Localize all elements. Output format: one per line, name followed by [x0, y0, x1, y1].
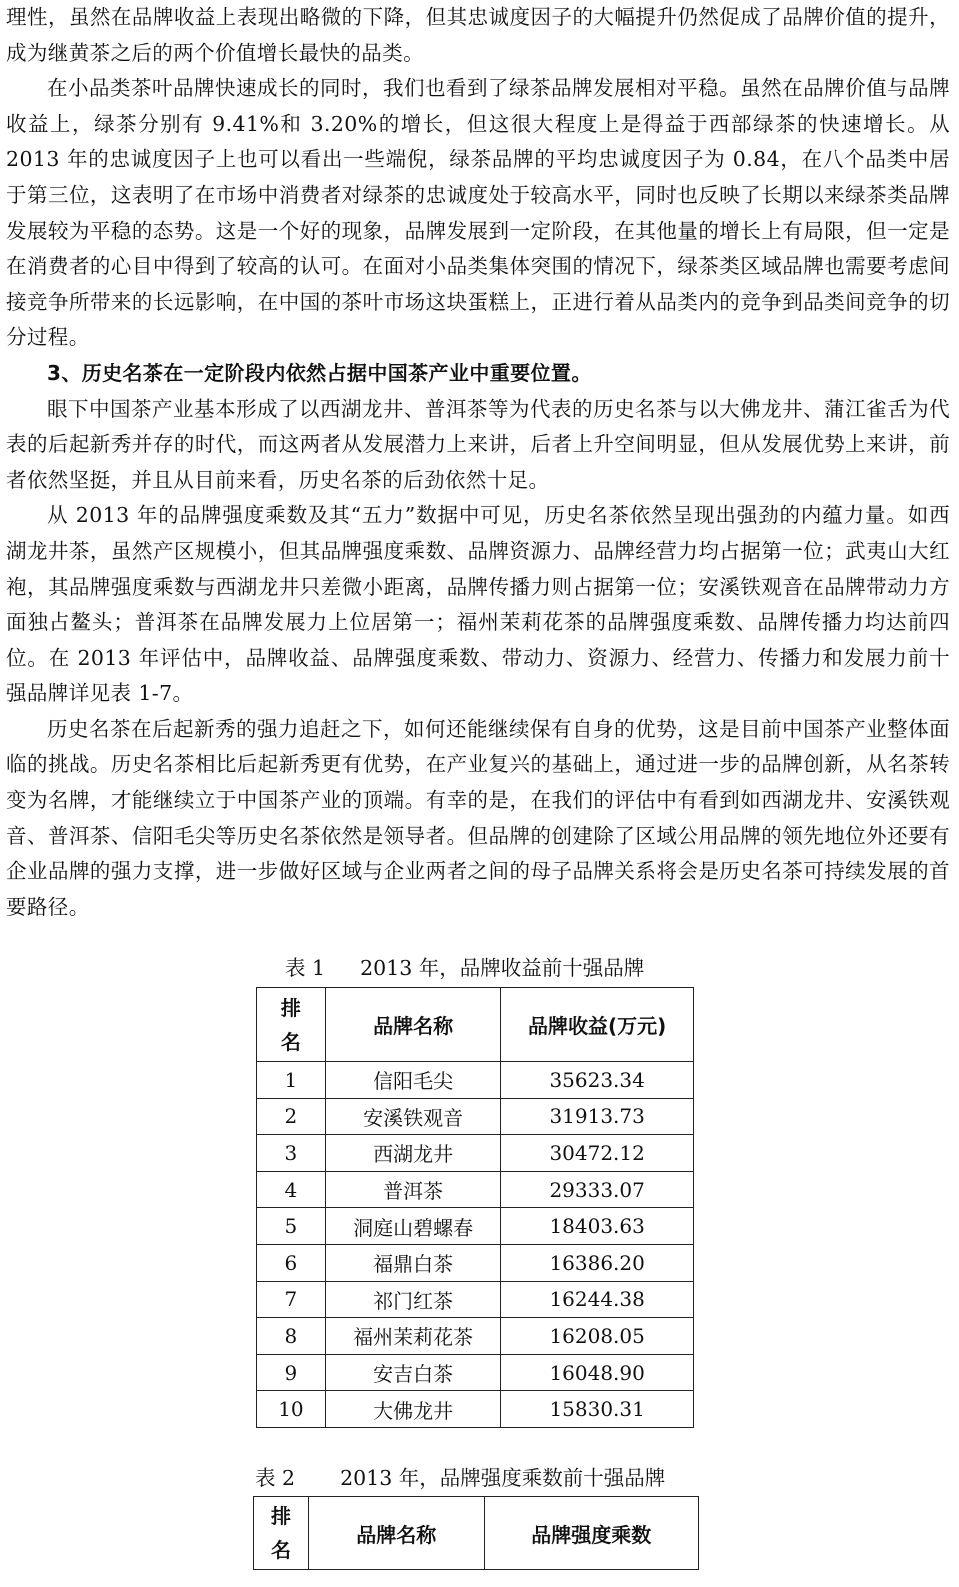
- table-row: [257, 1208, 694, 1245]
- value-cell: 16048.90: [501, 1354, 694, 1391]
- table-row: [257, 1171, 694, 1208]
- table2-header-rank-2: 名: [270, 1538, 291, 1562]
- brand-cell: 普洱茶: [325, 1171, 500, 1208]
- table1: [256, 987, 694, 1428]
- brand-cell: 信阳毛尖: [325, 1062, 500, 1099]
- value-cell: 16386.20: [501, 1244, 694, 1281]
- table1-header-rank-1: 排: [280, 995, 301, 1020]
- table-row: [257, 1244, 694, 1281]
- brand-cell: 大佛龙井: [325, 1391, 500, 1428]
- table1-header-row: [257, 988, 694, 1062]
- table-row: [257, 1135, 694, 1172]
- brand-cell: 洞庭山碧螺春: [325, 1208, 500, 1245]
- table1-caption-text: 2013 年，品牌收益前十强品牌: [360, 956, 645, 980]
- rank-cell: 5: [257, 1208, 326, 1245]
- table2-header-name: 品牌名称: [308, 1497, 484, 1570]
- table1-header-rank: [257, 988, 326, 1062]
- paragraph-historic-tea: 眼下中国茶产业基本形成了以西湖龙井、普洱茶等为代表的历史名茶与以大佛龙井、蒲江雀舌为代表的后起新秀并存的时代，而这两者从发展潜力上来讲，后者上升空间明显，但从发展优势上来讲，前者依然坚挺，并且从目前来看，历史名茶的后劲依然十足。: [6, 396, 950, 492]
- rank-cell: 10: [257, 1391, 326, 1428]
- table-row: [257, 1062, 694, 1099]
- rank-cell: 4: [257, 1171, 326, 1208]
- paragraph-challenge: 历史名茶在后起新秀的强力追赶之下，如何还能继续保有自身的优势，这是目前中国茶产业整体面临的挑战。历史名茶相比后起新秀更有优势，在产业复兴的基础上，通过进一步的品牌创新，从名茶转变为名牌，才能继续立于中国茶产业的顶端。有幸的是，在我们的评估中有看到如西湖龙井、安溪铁观音、普洱茶、信阳毛尖等历史名茶依然是领导者。但品牌的创建除了区域公用品牌的领先地位外还要有企业品牌的强力支撑，进一步做好区域与企业两者之间的母子品牌关系将会是历史名茶可持续发展的首要路径。: [6, 716, 950, 919]
- value-cell: 18403.63: [501, 1208, 694, 1245]
- value-cell: 16208.05: [501, 1318, 694, 1355]
- brand-cell: 福州茉莉花茶: [325, 1318, 500, 1355]
- section-heading: 3、历史名茶在一定阶段内依然占据中国茶产业中重要位置。: [47, 360, 592, 385]
- table1-header-rank-2: 名: [280, 1029, 301, 1054]
- value-cell: 15830.31: [501, 1391, 694, 1428]
- value-cell: 35623.34: [501, 1062, 694, 1099]
- rank-cell: 6: [257, 1244, 326, 1281]
- table2-caption-text: 2013 年，品牌强度乘数前十强品牌: [340, 1466, 666, 1490]
- table2-caption-label: 表 2: [255, 1466, 296, 1490]
- paragraph-green-tea: 在小品类茶叶品牌快速成长的同时，我们也看到了绿茶品牌发展相对平稳。虽然在品牌价值与品牌收益上，绿茶分别有 9.41%和 3.20%的增长，但这很大程度上是得益于西部绿茶的快速增长。从 2013 年的忠诚度因子上也可以看出一些端倪，绿茶品牌的平均忠诚度因子为 0.84，在八个品类中居于第三位，这表明了在市场中消费者对绿茶的忠诚度处于较高水平，同时也反映了长期以来绿茶类品牌发展较为平稳的态势。这是一个好的现象，品牌发展到一定阶段，在其他量的增长上有局限，但一定是在消费者的心目中得到了较高的认可。在面对小品类集体突围的情况下，绿茶类区域品牌也需要考虑间接竞争所带来的长远影响，在中国的茶叶市场这块蛋糕上，正进行着从品类内的竞争到品类间竞争的切分过程。: [6, 76, 950, 350]
- table1-header-name: 品牌名称: [325, 988, 500, 1062]
- rank-cell: 3: [257, 1135, 326, 1172]
- table-row: [257, 1318, 694, 1355]
- table1-caption-label: 表 1: [285, 956, 326, 980]
- rank-cell: 2: [257, 1098, 326, 1135]
- table-row: [257, 1354, 694, 1391]
- brand-cell: 安吉白茶: [325, 1354, 500, 1391]
- paragraph-continued: 理性，虽然在品牌收益上表现出略微的下降，但其忠诚度因子的大幅提升仍然促成了品牌价值的提升，成为继黄茶之后的两个价值增长最快的品类。: [6, 5, 950, 65]
- table1-header-value: 品牌收益(万元): [501, 988, 694, 1062]
- rank-cell: 1: [257, 1062, 326, 1099]
- body-text: [6, 0, 950, 925]
- brand-cell: 福鼎白茶: [325, 1244, 500, 1281]
- rank-cell: 8: [257, 1318, 326, 1355]
- table2-header-rank: [254, 1497, 309, 1570]
- table2-header-value: 品牌强度乘数: [484, 1497, 699, 1570]
- table2-header-row: [254, 1497, 699, 1570]
- table-row: [257, 1391, 694, 1428]
- brand-cell: 安溪铁观音: [325, 1098, 500, 1135]
- rank-cell: 7: [257, 1281, 326, 1318]
- rank-cell: 9: [257, 1354, 326, 1391]
- value-cell: 30472.12: [501, 1135, 694, 1172]
- value-cell: 16244.38: [501, 1281, 694, 1318]
- table-row: [257, 1098, 694, 1135]
- brand-cell: 西湖龙井: [325, 1135, 500, 1172]
- brand-cell: 祁门红茶: [325, 1281, 500, 1318]
- table2-caption: [255, 1463, 665, 1493]
- value-cell: 31913.73: [501, 1098, 694, 1135]
- table2: [253, 1496, 699, 1570]
- table1-caption: [285, 953, 644, 983]
- table-row: [257, 1281, 694, 1318]
- table2-header-rank-1: 排: [270, 1504, 291, 1528]
- value-cell: 29333.07: [501, 1171, 694, 1208]
- paragraph-brand-strength: 从 2013 年的品牌强度乘数及其“五力”数据中可见，历史名茶依然呈现出强劲的内蕴力量。如西湖龙井茶，虽然产区规模小，但其品牌强度乘数、品牌资源力、品牌经营力均占据第一位；武夷山大红袍，其品牌强度乘数与西湖龙井只差微小距离，品牌传播力则占据第一位；安溪铁观音在品牌带动力方面独占鳌头；普洱茶在品牌发展力上位居第一；福州茉莉花茶的品牌强度乘数、品牌传播力均达前四位。在 2013 年评估中，品牌收益、品牌强度乘数、带动力、资源力、经营力、传播力和发展力前十强品牌详见表 1-7。: [6, 503, 950, 706]
